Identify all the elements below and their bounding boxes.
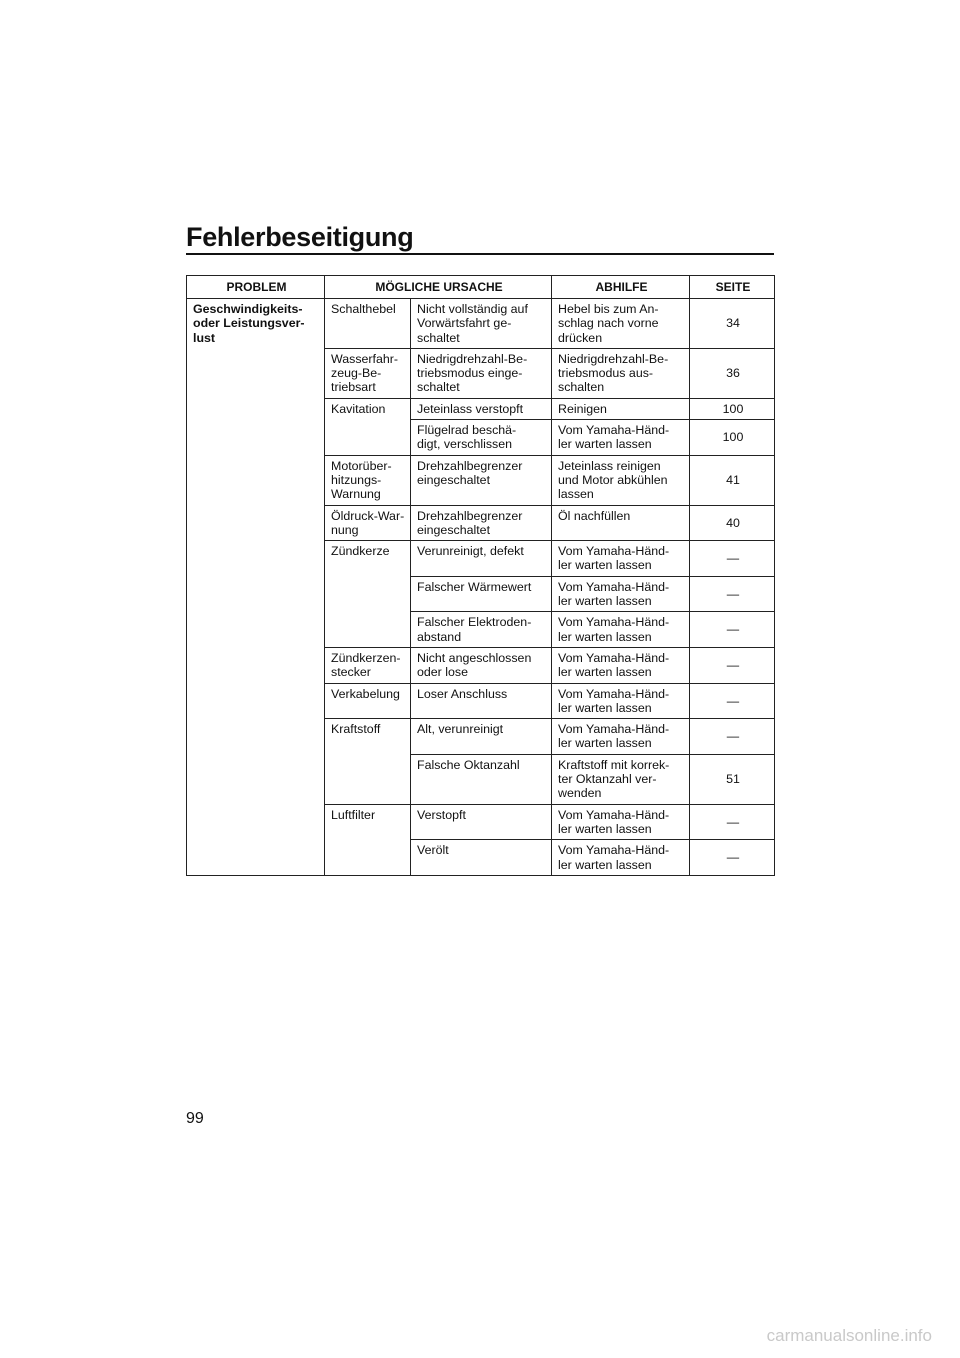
troubleshooting-table bbox=[186, 275, 775, 876]
remedy-cell: Vom Yamaha-Händ- ler warten lassen bbox=[552, 804, 690, 840]
cause-detail-cell: Jeteinlass verstopft bbox=[411, 398, 552, 419]
cause-detail-cell: Alt, verunreinigt bbox=[411, 719, 552, 755]
cause-cell: Zündkerze bbox=[325, 541, 411, 648]
cause-detail-cell: Verölt bbox=[411, 840, 552, 876]
cause-detail-cell: Falscher Elektroden- abstand bbox=[411, 612, 552, 648]
page-cell: — bbox=[690, 541, 775, 577]
page-cell: — bbox=[690, 804, 775, 840]
cause-detail-cell: Verunreinigt, defekt bbox=[411, 541, 552, 577]
remedy-cell: Vom Yamaha-Händ- ler warten lassen bbox=[552, 719, 690, 755]
page-cell: 100 bbox=[690, 420, 775, 456]
page-cell: — bbox=[690, 647, 775, 683]
table-body bbox=[187, 299, 775, 876]
cause-detail-cell: Loser Anschluss bbox=[411, 683, 552, 719]
page-title: Fehlerbeseitigung bbox=[186, 222, 414, 252]
remedy-cell: Vom Yamaha-Händ- ler warten lassen bbox=[552, 420, 690, 456]
cause-detail-cell: Drehzahlbegrenzer eingeschaltet bbox=[411, 505, 552, 541]
page-cell: — bbox=[690, 576, 775, 612]
page-cell: — bbox=[690, 612, 775, 648]
remedy-cell: Reinigen bbox=[552, 398, 690, 419]
cause-detail-cell: Falsche Oktanzahl bbox=[411, 754, 552, 804]
header-cause: MÖGLICHE URSACHE bbox=[325, 276, 552, 299]
cause-cell: Motorüber- hitzungs- Warnung bbox=[325, 455, 411, 505]
remedy-cell: Vom Yamaha-Händ- ler warten lassen bbox=[552, 612, 690, 648]
page-cell: 41 bbox=[690, 455, 775, 505]
page-cell: 100 bbox=[690, 398, 775, 419]
table-header-row bbox=[187, 276, 775, 299]
remedy-cell: Vom Yamaha-Händ- ler warten lassen bbox=[552, 576, 690, 612]
cause-cell: Zündkerzen- stecker bbox=[325, 647, 411, 683]
page-cell: — bbox=[690, 840, 775, 876]
page-cell: 40 bbox=[690, 505, 775, 541]
remedy-cell: Vom Yamaha-Händ- ler warten lassen bbox=[552, 840, 690, 876]
cause-detail-cell: Nicht angeschlossen oder lose bbox=[411, 647, 552, 683]
cause-detail-cell: Drehzahlbegrenzer eingeschaltet bbox=[411, 455, 552, 505]
remedy-cell: Jeteinlass reinigen und Motor abkühlen lassen bbox=[552, 455, 690, 505]
table-row bbox=[187, 299, 775, 349]
remedy-cell: Niedrigdrehzahl-Be- triebsmodus aus- schalten bbox=[552, 348, 690, 398]
page-cell: 34 bbox=[690, 299, 775, 349]
header-remedy: ABHILFE bbox=[552, 276, 690, 299]
cause-cell: Kavitation bbox=[325, 398, 411, 455]
header-problem: PROBLEM bbox=[187, 276, 325, 299]
page-cell: 51 bbox=[690, 754, 775, 804]
cause-cell: Öldruck-War- nung bbox=[325, 505, 411, 541]
cause-detail-cell: Niedrigdrehzahl-Be- triebsmodus einge- schaltet bbox=[411, 348, 552, 398]
remedy-cell: Vom Yamaha-Händ- ler warten lassen bbox=[552, 647, 690, 683]
cause-cell: Kraftstoff bbox=[325, 719, 411, 804]
page-number: 99 bbox=[186, 1110, 204, 1127]
cause-detail-cell: Falscher Wärmewert bbox=[411, 576, 552, 612]
watermark: carmanualsonline.info bbox=[766, 1326, 932, 1345]
cause-cell: Schalthebel bbox=[325, 299, 411, 349]
remedy-cell: Vom Yamaha-Händ- ler warten lassen bbox=[552, 683, 690, 719]
cause-detail-cell: Flügelrad beschä- digt, verschlissen bbox=[411, 420, 552, 456]
cause-detail-cell: Nicht vollständig auf Vorwärtsfahrt ge- schaltet bbox=[411, 299, 552, 349]
problem-cell: Geschwindigkeits- oder Leistungsver- lust bbox=[187, 299, 325, 876]
page-cell: — bbox=[690, 683, 775, 719]
cause-detail-cell: Verstopft bbox=[411, 804, 552, 840]
remedy-cell: Kraftstoff mit korrek- ter Oktanzahl ver- wenden bbox=[552, 754, 690, 804]
remedy-cell: Öl nachfüllen bbox=[552, 505, 690, 541]
remedy-cell: Hebel bis zum An- schlag nach vorne drücken bbox=[552, 299, 690, 349]
remedy-cell: Vom Yamaha-Händ- ler warten lassen bbox=[552, 541, 690, 577]
page-cell: 36 bbox=[690, 348, 775, 398]
cause-cell: Wasserfahr- zeug-Be- triebsart bbox=[325, 348, 411, 398]
header-page: SEITE bbox=[690, 276, 775, 299]
page-cell: — bbox=[690, 719, 775, 755]
cause-cell: Verkabelung bbox=[325, 683, 411, 719]
title-rule bbox=[186, 253, 774, 255]
cause-cell: Luftfilter bbox=[325, 804, 411, 875]
